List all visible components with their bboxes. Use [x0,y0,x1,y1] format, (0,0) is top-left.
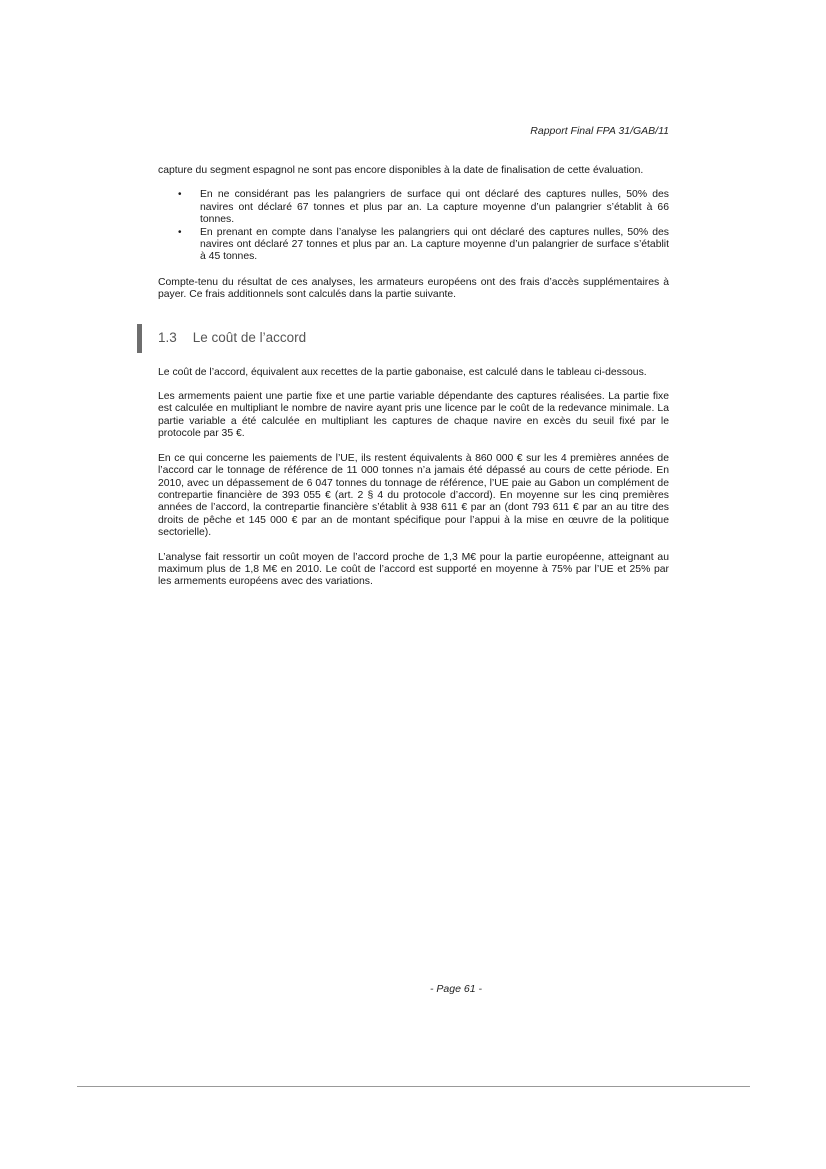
bullet-icon: • [178,226,182,238]
bullet-icon: • [178,189,182,201]
heading-marker-bar [137,324,142,353]
page-content [158,165,669,601]
list-item [158,227,669,264]
list-item [158,189,669,226]
running-header: Rapport Final FPA 31/GAB/11 [530,125,669,137]
section-heading [146,324,669,354]
page-number: - Page 61 - [430,983,482,995]
list-item-text: En ne considérant pas les palangriers de surface qui ont déclaré des captures nulles, 50% des navires ont déclaré 67 tonnes et plus par an. La capture moyenne d’un palangrier s’établit à 66 tonnes. [200,189,669,226]
section-paragraph: Les armements paient une partie fixe et une partie variable dépendante des captures réalisées. La partie fixe est calculée en multipliant le nombre de navire ayant pris une licence par le coût de la redevance minimale. La partie variable a été calculée en multipliant les captures de chaque navire en excès du seuil fixé par le protocole par 35 €. [158,391,669,440]
after-bullets-paragraph: Compte-tenu du résultat de ces analyses, les armateurs européens ont des frais d’accès supplémentaires à payer. Ce frais additionnels sont calculés dans la partie suivante. [158,276,669,301]
bullet-list [158,189,669,263]
section-title: Le coût de l’accord [192,330,307,346]
section-number: 1.3 [158,330,177,346]
footer-divider [77,1086,750,1087]
section-paragraph: Le coût de l’accord, équivalent aux recettes de la partie gabonaise, est calculé dans le tableau ci-dessous. [158,366,647,378]
intro-paragraph: capture du segment espagnol ne sont pas encore disponibles à la date de finalisation de cette évaluation. [158,165,644,176]
section-paragraph: L’analyse fait ressortir un coût moyen de l’accord proche de 1,3 M€ pour la partie européenne, atteignant au maximum plus de 1,8 M€ en 2010. Le coût de l’accord est supporté en moyenne à 75% par l’UE et 25% par les armements européens avec des variations. [158,551,669,588]
section-paragraph: En ce qui concerne les paiements de l’UE, ils restent équivalents à 860 000 € sur les 4 premières années de l’accord car le tonnage de référence de 11 000 tonnes n’a jamais été dépassé au cours de cette période. En 2010, avec un dépassement de 6 047 tonnes du tonnage de référence, l’UE paie au Gabon un complément de contrepartie financière de 393 055 € (art. 2 § 4 du protocole d’accord). En moyenne sur les cinq premières années de l’accord, la contrepartie financière s’établit à 938 611 € par an (dont 793 611 € par an au titre des droits de pêche et 145 000 € par an de montant spécifique pour l’appui à la mise en œuvre de la politique sectorielle). [158,452,669,539]
list-item-text: En prenant en compte dans l’analyse les palangriers qui ont déclaré des captures nulles, 50% des navires ont déclaré 27 tonnes et plus par an. La capture moyenne d’un palangrier de surface s’établit à 45 tonnes. [200,226,669,263]
